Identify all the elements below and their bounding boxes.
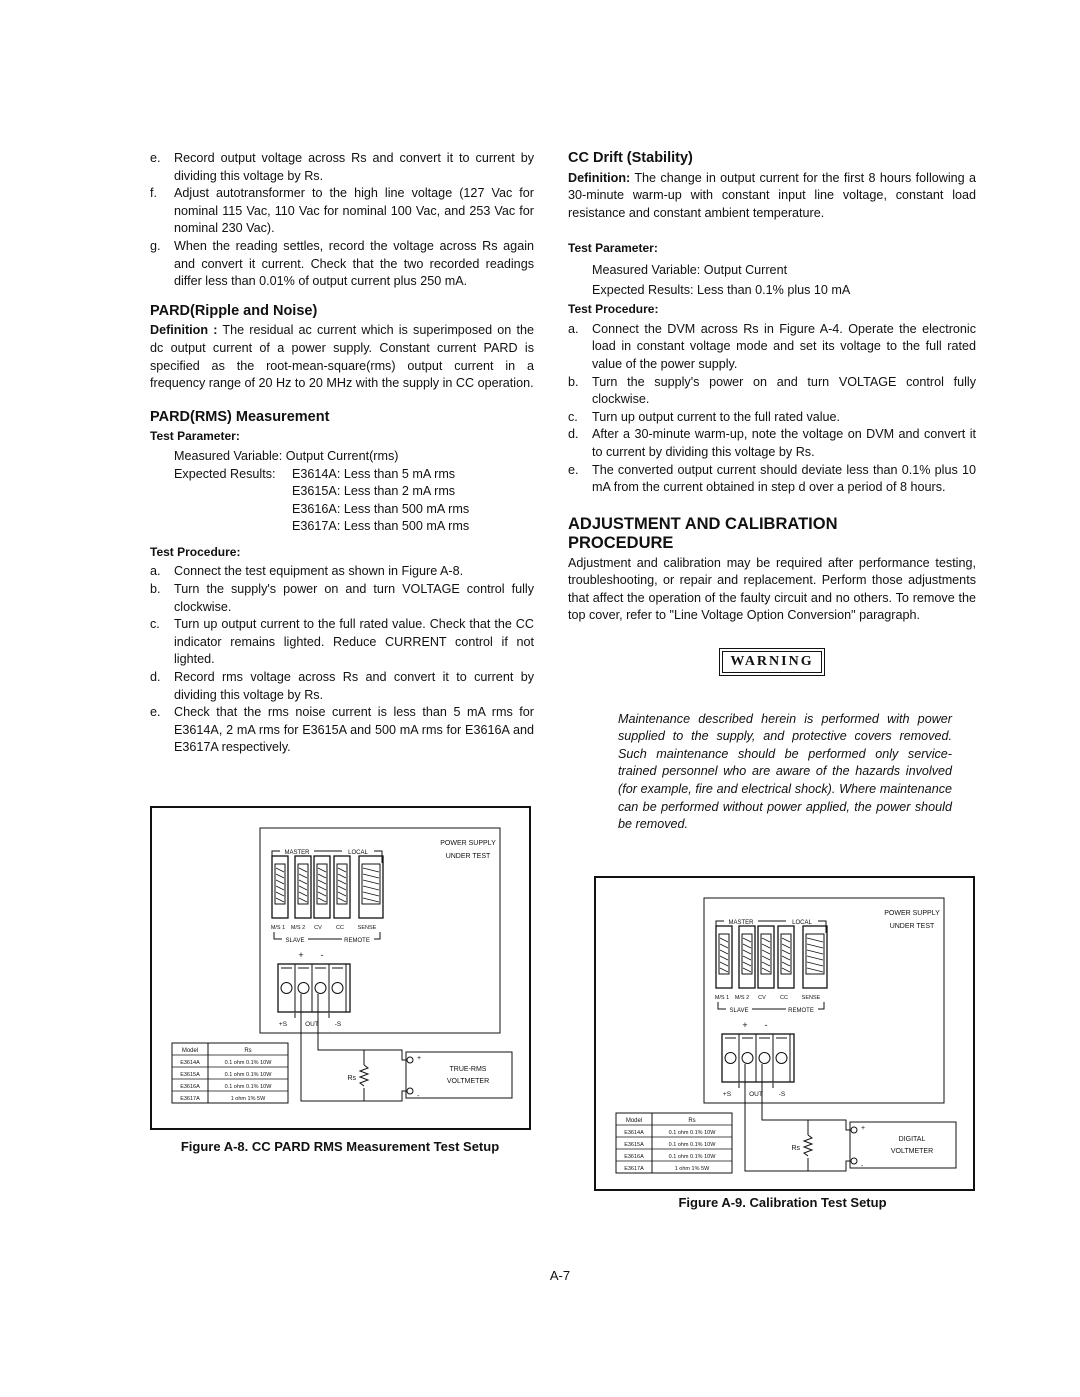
expected-results [150,466,534,536]
resistor [804,1135,812,1156]
step-item [568,374,976,409]
step-item [150,704,534,757]
term-label: -S [334,1021,342,1028]
adjustment-text: Adjustment and calibration may be required after performance testing, troubleshooting, or repair and replacement. Perform those adjustments that affect the operation of the faulty circuit and no others. To remove the top cover, refer to "Line Voltage Option Conversion" paragraph. [568,555,976,623]
switch-label: CC [780,995,788,1001]
table-header: Rs [688,1118,696,1124]
measured-variable: Measured Variable: Output Current(rms) [174,448,399,463]
wire [318,994,364,1065]
step-item [150,669,534,704]
master-label: MASTER [728,920,754,926]
warning-text: Maintenance described herein is performed with power supplied to the supply, and protective covers removed. Such maintenance should be performed only service-trained personnel who are aware of the hazards involved (for example, fire and electrical shock). Where maintenance can be performed without power applied, the power should be removed. [618,711,952,832]
table-model: E3614A [624,1130,644,1136]
table-model: E3615A [624,1142,644,1148]
test-procedure-label: Test Procedure: [150,544,241,559]
switch-label: CV [758,995,766,1001]
meter-label: DIGITAL [898,1136,926,1143]
test-parameter-label: Test Parameter: [150,429,240,444]
wire [745,1064,808,1171]
figure-a8-caption: Figure A-8. CC PARD RMS Measurement Test Setup [180,1139,500,1154]
step-key: f. [150,186,157,201]
step-text: Adjust autotransformer to the high line voltage (127 Vac for nominal 115 Vac, 110 Vac for nominal 100 Vac, and 253 Vac for nominal 230 Vac). [174,186,534,236]
step-item [568,426,976,461]
rms-heading: PARD(RMS) Measurement [150,408,330,425]
meter-box [850,1122,956,1168]
table-header: Rs [244,1048,252,1054]
meter-label: TRUE-RMS [449,1066,487,1073]
meter-box [406,1052,512,1098]
fig9-svg [596,878,973,1189]
step-text: Turn up output current to the full rated value. Check that the CC indicator remains lighted. Reduce CURRENT control if not lighted. [174,617,534,667]
meter-label: VOLTMETER [446,1078,490,1085]
pard-def-label: Definition : [150,323,218,338]
drift-def-text: The change in output current for the first 8 hours following a 30-minute warm-up with constant input line voltage, constant load resistance and constant ambient temperature. [568,170,976,220]
step-item [150,150,534,185]
minus-label: - [764,1020,768,1030]
step-key: e. [150,151,161,165]
table-model: E3616A [624,1154,644,1160]
procedure-list [150,563,534,757]
step-key: g. [150,238,161,253]
step-key: e. [150,705,161,720]
warning-box [568,651,976,673]
terminal-screw [298,983,309,994]
step-item [568,321,976,374]
step-text: Check that the rms noise current is less than 5 mA rms for E3614A, 2 mA rms for E3615A and 500 mA rms for E3616A and E3617A respectively. [174,705,534,755]
terminal-screw [281,983,292,994]
jumper [295,1013,329,1018]
psu-label: POWER SUPPLY [884,910,940,917]
drift-heading: CC Drift (Stability) [568,150,693,166]
terminal-screw [742,1053,753,1064]
step-key: d. [150,670,161,685]
step-key: b. [150,582,161,597]
drift-def-label: Definition: [568,170,631,185]
switch-label: SENSE [801,995,821,1001]
figure-a8-diagram [150,806,531,1130]
expected-label: Expected Results: [174,466,276,481]
table-rs: 0.1 ohm 0.1% 10W [224,1084,272,1090]
switch-label: SENSE [357,925,377,931]
local-label: LOCAL [348,850,368,856]
terminal-screw [332,983,343,994]
step-text: Turn the supply's power on and turn VOLTAGE control fully clockwise. [592,374,976,407]
expected-0: E3614A: Less than 5 mA rms [292,466,456,481]
slave-label: SLAVE [285,938,305,944]
fig8-svg [152,808,529,1128]
master-label: MASTER [284,850,310,856]
meter-terminal [407,1057,413,1063]
table-rs: 0.1 ohm 0.1% 10W [668,1154,716,1160]
step-key: b. [568,374,579,389]
drift-test-procedure-label: Test Procedure: [568,302,659,317]
table-rs: 0.1 ohm 0.1% 10W [224,1060,272,1066]
step-text: Connect the DVM across Rs in Figure A-4. Operate the electronic load in constant voltage mode and set its voltage to the full rated value of the power supply. [592,321,976,371]
meter-plus: + [417,1055,422,1062]
switch-label: M/S 1 [714,995,730,1001]
step-item [150,185,534,238]
table-rs: 0.1 ohm 0.1% 10W [668,1130,716,1136]
expected-3: E3617A: Less than 500 mA rms [292,519,470,534]
step-text: The converted output current should deviate less than 0.1% plus 10 mA from the current obtained in step d over a period of 8 hours. [592,462,976,495]
table-model: E3615A [180,1072,200,1078]
pard-def-text: The residual ac current which is superimposed on the dc output current of a power supply. Constant current PARD is specified as the root-mean-square(rms) output current in a frequency range of 20 Hz to 20 MHz with the supply in CC operation. [150,323,534,391]
step-text: Record output voltage across Rs and convert it to current by dividing this voltage by Rs. [174,151,534,183]
terminal-screw [725,1053,736,1064]
term-label: OUT [749,1091,763,1098]
switch-label: M/S 1 [270,925,286,931]
step-item [568,409,976,427]
remote-label: REMOTE [344,938,370,944]
step-key: a. [568,321,579,336]
step-text: Connect the test equipment as shown in Figure A-8. [174,564,464,579]
meter-minus: - [417,1093,420,1100]
table-rs: 0.1 ohm 0.1% 10W [668,1142,716,1148]
terminal-screw [759,1053,770,1064]
switch-label: M/S 2 [290,925,306,931]
switch-label: CC [336,925,344,931]
plus-label: + [298,950,304,960]
terminal-screw [776,1053,787,1064]
psu-label: UNDER TEST [445,853,491,860]
table-header: Model [181,1048,199,1054]
meter-plus: + [861,1125,866,1132]
drift-test-parameter-label: Test Parameter: [568,241,658,256]
table-header: Model [625,1118,643,1124]
step-key: c. [568,409,578,424]
adjustment-heading: ADJUSTMENT AND CALIBRATION PROCEDURE [568,514,838,552]
meter-terminal [851,1127,857,1133]
meter-minus: - [861,1163,864,1170]
drift-procedure-list [568,321,976,497]
step-item [150,616,534,669]
wire [301,994,364,1101]
term-label: +S [278,1021,288,1028]
switch-label: CV [314,925,322,931]
step-item [568,462,976,497]
step-text: Turn up output current to the full rated value. [592,409,841,424]
term-label: -S [778,1091,786,1098]
term-label: +S [722,1091,732,1098]
table-model: E3617A [180,1096,200,1102]
psu-label: POWER SUPPLY [440,840,496,847]
drift-definition [568,170,976,223]
right-column [568,150,976,834]
rs-label: Rs [347,1075,356,1082]
table-model: E3617A [624,1166,644,1172]
step-item [150,563,534,581]
remote-label: REMOTE [788,1008,814,1014]
table-model: E3614A [180,1060,200,1066]
wire [762,1064,808,1135]
table-model: E3616A [180,1084,200,1090]
step-key: e. [568,462,579,477]
expected-1: E3615A: Less than 2 mA rms [292,484,456,499]
resistor [360,1065,368,1086]
meter-terminal [407,1088,413,1094]
pard-heading: PARD(Ripple and Noise) [150,302,318,319]
drift-measured-variable: Measured Variable: Output Current [592,262,788,277]
step-key: a. [150,564,161,579]
jumper [739,1083,773,1088]
left-column [150,150,534,757]
terminal-screw [315,983,326,994]
pard-definition [150,322,534,392]
meter-label: VOLTMETER [890,1148,934,1155]
step-item [150,238,534,291]
switch-label: M/S 2 [734,995,750,1001]
step-text: Record rms voltage across Rs and convert it to current by dividing this voltage by Rs. [174,670,534,702]
meter-wire [808,1120,850,1171]
step-text: Turn the supply's power on and turn VOLTAGE control fully clockwise. [174,582,534,614]
table-rs: 0.1 ohm 0.1% 10W [224,1072,272,1078]
meter-wire [364,1050,406,1101]
minus-label: - [320,950,324,960]
step-item [150,581,534,616]
figure-a9-caption: Figure A-9. Calibration Test Setup [678,1195,887,1210]
figure-a9-diagram [594,876,975,1191]
rs-label: Rs [791,1145,800,1152]
psu-label: UNDER TEST [889,923,935,930]
page-number: A-7 [549,1268,571,1283]
table-rs: 1 ohm 1% 5W [230,1096,266,1102]
expected-2: E3616A: Less than 500 mA rms [292,501,470,516]
meter-terminal [851,1158,857,1164]
step-key: d. [568,427,579,442]
term-label: OUT [305,1021,319,1028]
drift-expected: Expected Results: Less than 0.1% plus 10 mA [592,282,851,297]
top-steps-list [150,150,534,291]
step-text: When the reading settles, record the voltage across Rs again and convert it current. Check that the two recorded readings differ less than 0.01% of output current plus 250 mA. [174,238,534,289]
plus-label: + [742,1020,748,1030]
local-label: LOCAL [792,920,812,926]
slave-label: SLAVE [729,1008,749,1014]
step-key: c. [150,617,160,632]
step-text: After a 30-minute warm-up, note the voltage on DVM and convert it to current by dividing this voltage by Rs. [592,427,976,459]
warning-label: WARNING [722,651,821,673]
table-rs: 1 ohm 1% 5W [674,1166,710,1172]
